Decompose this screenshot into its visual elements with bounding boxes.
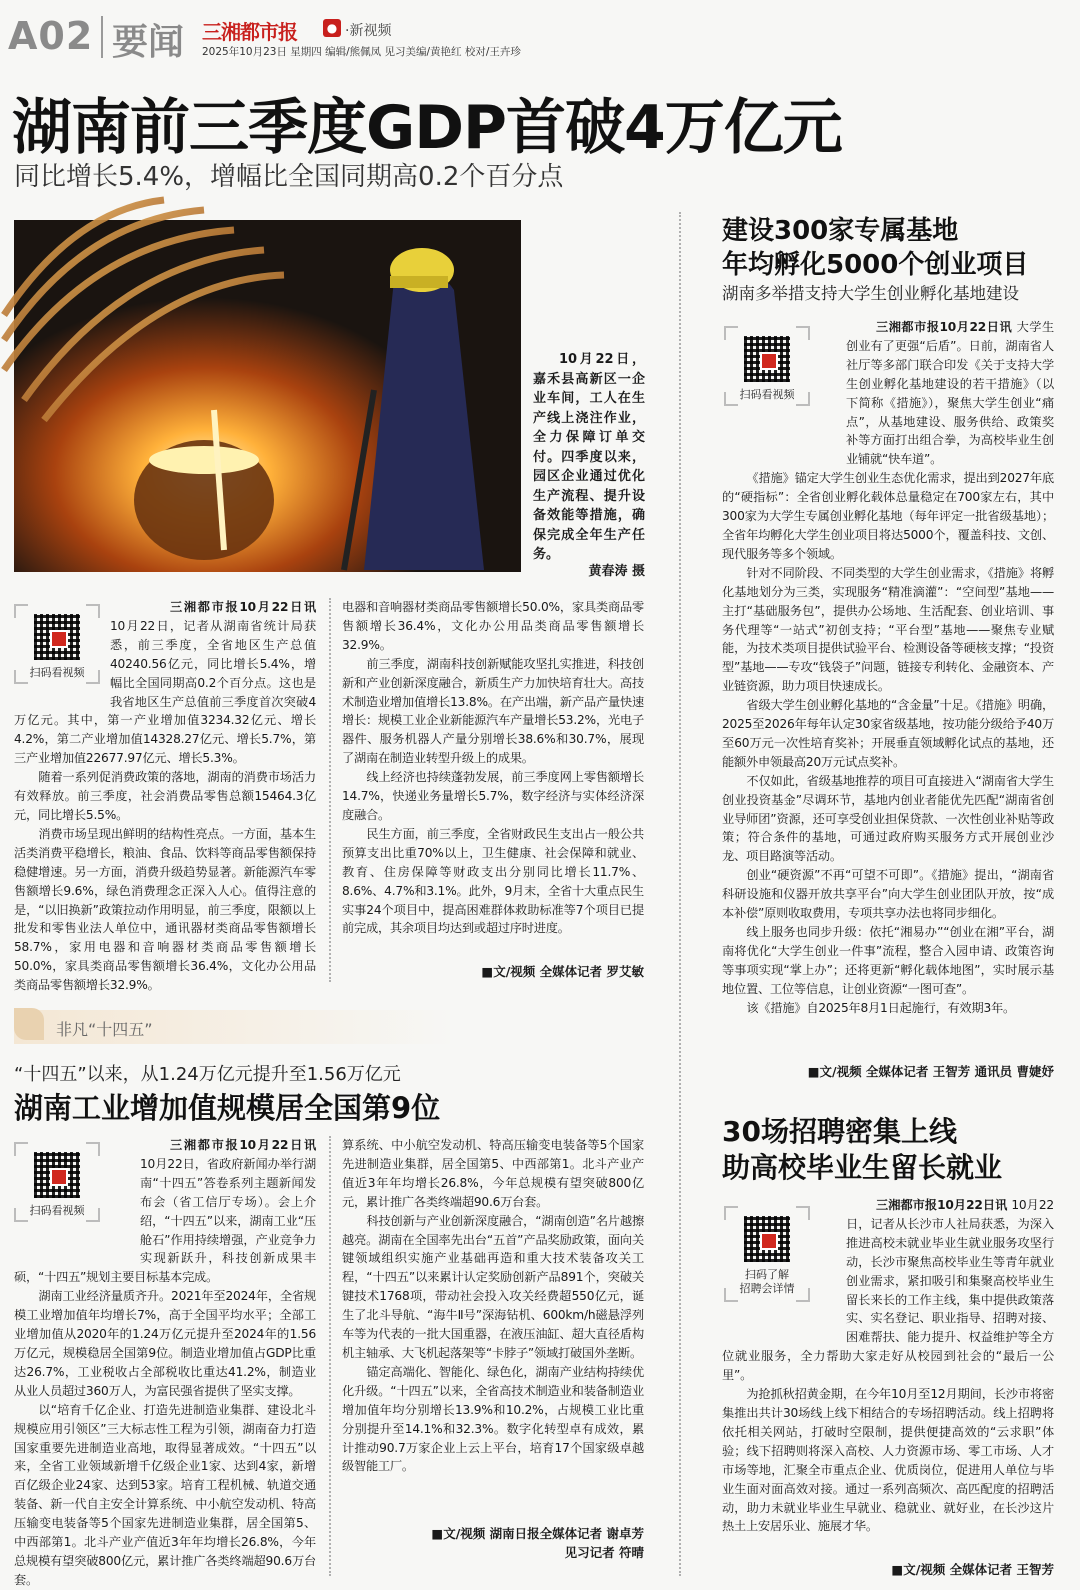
startup-subhead: 湖南多举措支持大学生创业孵化基地建设 (722, 284, 1019, 303)
paper-logo: 三湘都市报 (202, 20, 297, 44)
jobs-headline-2: 助高校毕业生留长就业 (722, 1151, 1003, 1184)
industry-paragraph-3: 以“培育千亿企业、打造先进制造业集群、建设北斗规模应用引领区”三大标志性工程为引领，湖南奋力打造国家重要先进制造业高地，取得显著成效。“十四五”以来，全省工业领域新增千亿级企业1家、达到4家，新增百亿级企业24家、达到53家。培育工程机械、轨道交通装备、新一代自主安全计算系统、中小航空发动机、特高压输变电装备等5个国家先进制造业集群，居全国第5、中西部第1。北斗产业产值近3年年均增长26.8%，今年总规模有望突破800亿元，累计推广各类终端超90.6万台套。 (14, 1402, 316, 1587)
lead-subhead: 同比增长5.4%，增幅比全国同期高0.2个百分点 (14, 162, 564, 192)
startup-paragraph-5: 不仅如此，省级基地推荐的项目可直接进入“湖南省大学生创业投资基金”尽调环节，基地内创业者能优先匹配“湖南省创业导师团”资源，还可享受创业担保贷款、一次性创业补贴等政策；符合条件的基地，可通过政府购买服务方式开展创业沙龙、项目路演等活动。 (722, 773, 1054, 864)
channel-name: ·新视频 (345, 23, 392, 39)
masthead-divider (101, 16, 103, 58)
lead-paragraph-3: 消费市场呈现出鲜明的结构性亮点。一方面，基本生活类消费平稳增长，粮油、食品、饮料等商品零售额保持稳健增速。另一方面，消费升级趋势显著。新能源汽车零售额增长9.6%，绿色消费理念正深入人心。值得注意的是，“以旧换新”政策拉动作用明显，前三季度，限额以上批发和零售业法人单位中，通讯器材类商品零售额增长58.7%，家用电器和音响器材类商品零售额增长50.0%，家具类商品零售额增长36.4%，文化办公用品类商品零售额增长32.9%。 (14, 826, 316, 993)
startup-body (722, 318, 1054, 1060)
startup-paragraph-3: 针对不同阶段、不同类型的大学生创业需求，《措施》将孵化基地划分为三类，实现服务“精准滴灌”：“空间型”基地——主打“基础服务包”，提供办公场地、生活配套、创业培训、事务代理等“一站式”初创支持；“平台型”基地——聚焦专业赋能，为技术类项目提供试验平台、检测设备等硬核支撑；“投资型”基地——专攻“钱袋子”问题，链接专利转化、金融资本、产业链资源，助力项目快速成长。 (722, 565, 1054, 694)
lead-photo-credit: 黄春涛 摄 (588, 564, 645, 579)
jobs-headline-1: 30场招聘密集上线 (722, 1115, 957, 1148)
lead-paragraph-4: 前三季度，湖南科技创新赋能攻坚扎实推进，科技创新和产业创新深度融合，新质生产力加快培育壮大。高技术制造业增加值增长13.8%。在产出端，新产品产量快速增长：规模工业企业新能源汽车产量增长53.2%，光电子器件、服务机器人产量分别增长38.6%和30.7%，展现了湖南在制造业转型升级上的成果。 (342, 656, 644, 766)
lead-paragraph-2: 随着一系列促消费政策的落地，湖南的消费市场活力有效释放。前三季度，社会消费品零售总额15464.3亿元，同比增长5.5%。 (14, 770, 316, 822)
jobs-byline: ■文/视频 全媒体记者 王智芳 (891, 1562, 1054, 1577)
industry-paragraph-5: 锚定高端化、智能化、绿色化，湖南产业结构持续优化升级。“十四五”以来，全省高技术制造业和装备制造业增加值年均分别增长13.9%和10.2%，占规模工业比重分别提升至14.1%和32.3%。数字化转型卓有成效，累计推动90.7万家企业上云上平台，培育17个国家级卓越级智能工厂。 (342, 1364, 644, 1474)
date-line: 2025年10月23日 星期四 编辑/熊佩凤 见习美编/黄艳红 校对/王卉珍 (202, 46, 521, 58)
industry-headline: 湖南工业增加值规模居全国第9位 (14, 1091, 441, 1125)
lead-photo (14, 220, 521, 572)
industry-paragraph-3-cont: 算系统、中小航空发动机、特高压输变电装备等5个国家先进制造业集群，居全国第5、中西部第1。北斗产业产值近3年年均增长26.8%，今年总规模有望突破800亿元，累计推广各类终端超90.6万台套。 (342, 1138, 644, 1209)
startup-paragraph-8: 该《措施》自2025年8月1日起施行，有效期3年。 (746, 1000, 1016, 1015)
page-number: A02 (8, 14, 94, 58)
kicker-label: 非凡“十四五” (56, 1020, 153, 1039)
lead-column-1 (14, 598, 316, 993)
industry-paragraph-2: 湖南工业经济量质齐升。2021年至2024年，全省规模工业增加值年均增长7%，高于全国平均水平；全部工业增加值从2020年的1.24万亿元提升至2024年的1.56万亿元，规模稳居全国第9位。制造业增加值占GDP比重达26.7%，工业税收占全部税收比重达41.2%，制造业从业人员超过360万人，为富民强省提供了坚实支撑。 (14, 1289, 316, 1398)
startup-headline-2: 年均孵化5000个创业项目 (722, 250, 1029, 280)
lead-byline: ■文/视频 全媒体记者 罗艾敏 (481, 964, 644, 979)
qr-caption: 扫码看视频 (29, 1204, 85, 1217)
startup-paragraph-1: 三湘都市报10月22日讯 大学生创业有了更强“后盾”。日前，湖南省人社厅等多部门联合印发《关于支持大学生创业孵化基地建设的若干措施》（以下简称《措施》），聚焦大学生创业“痛点”，从基地建设、服务供给、政策奖补等方面打出组合拳，为高校毕业生创业铺就“快车道”。 (846, 320, 1054, 467)
lead-photo-caption: 10月22日，嘉禾县高新区一企业车间，工人在生产线上浇注作业，全力保障订单交付。四季度以来，园区企业通过优化生产流程、提升设备效能等措施，确保完成全年生产任务。 (533, 352, 645, 562)
startup-paragraph-2: 《措施》锚定大学生创业生态优化需求，提出到2027年底的“硬指标”：全省创业孵化载体总量稳定在700家左右，其中300家为大学生专属创业孵化基地（每年评定一批省级基地）；全省年均孵化大学生创业项目将达5000个，覆盖科技、文创、现代服务等多个领域。 (722, 471, 1054, 561)
industry-paragraph-1: 三湘都市报10月22日讯 10月22日，省政府新闻办举行湖南“十四五”答卷系列主题新闻发布会（省工信厅专场）。会上介绍，“十四五”以来，湖南工业“压舱石”作用持续增强，产业竞争力实现新跃升，科技创新成果丰硕，“十四五”规划主要目标基本完成。 (14, 1138, 316, 1285)
lead-paragraph-3-cont: 电器和音响器材类商品零售额增长50.0%，家具类商品零售额增长36.4%，文化办公用品类商品零售额增长32.9%。 (342, 600, 644, 652)
startup-paragraph-4: 省级大学生创业孵化基地的“含金量”十足。《措施》明确，2025至2026年每年认定30家省级基地，按功能分级给予40万至60万元一次性培育奖补；开展垂直领域孵化试点的基地，还能额外申领最高20万元试点奖补。 (722, 698, 1054, 769)
industry-column-2 (342, 1136, 644, 1520)
qr-caption: 扫码看视频 (739, 388, 795, 401)
startup-byline: ■文/视频 全媒体记者 王智芳 通讯员 曹婕妤 (807, 1064, 1054, 1079)
industry-byline-2: 见习记者 符晴 (564, 1545, 644, 1560)
lead-paragraph-1: 三湘都市报10月22日讯 10月22日，记者从湖南省统计局获悉，前三季度，全省地区生产总值40240.56亿元，同比增长5.4%，增幅比全国同期高0.2个百分点。这也是我省地区生产总值前三季度首次突破4万亿元。其中，第一产业增加值3234.32亿元、增长4.2%，第二产业增加值14328.27亿元、增长5.7%，第三产业增加值22677.97亿元、增长5.3%。 (14, 600, 316, 766)
startup-paragraph-7: 线上服务也同步升级：依托“湘易办”“创业在湘”平台，湖南将优化“大学生创业一件事”流程，整合入园申请、政策咨询等事项实现“掌上办”；还将更新“孵化载体地图”，实时展示基地位置、工位等信息，让创业资源“一图可查”。 (722, 925, 1054, 996)
startup-headline-1: 建设300家专属基地 (722, 216, 959, 246)
channel-logo-icon: ● (323, 19, 341, 37)
column-divider (329, 1136, 331, 1576)
qr-caption: 扫码看视频 (29, 666, 85, 679)
startup-paragraph-6: 创业“硬资源”不再“可望不可即”。《措施》提出，“湖南省科研设施和仪器开放共享平台”向大学生创业团队开放，按“成本补偿”原则收取费用，专项共享办法也将同步细化。 (722, 868, 1054, 921)
lead-paragraph-5: 线上经济也持续蓬勃发展，前三季度网上零售额增长14.7%，快递业务量增长5.7%，数字经济与实体经济深度融合。 (342, 770, 644, 822)
lead-paragraph-6: 民生方面，前三季度，全省财政民生支出占一般公共预算支出比重70%以上，卫生健康、社会保障和就业、教育、住房保障等财政支出分别同比增长11.7%、8.6%、4.7%和3.1%。此外，9月末，全省十大重点民生实事24个项目中，提高困难群体救助标准等7个项目已提前完成，其余项目均达到或超过序时进度。 (342, 826, 644, 936)
industry-paragraph-4: 科技创新与产业创新深度融合，“湖南创造”名片越擦越亮。湖南在全国率先出台“五首”产品奖励政策，面向关键领域组织实施产业基础再造和重大技术装备攻关工程，“十四五”以来累计认定奖励创新产品891个，突破关键技术1768项，带动社会投入攻关经费超550亿元，诞生了北斗导航、“海牛Ⅱ号”深海钻机、600km/h磁悬浮列车等为代表的一批大国重器，在液压油缸、超大直径盾构机主轴承、大飞机起落架等“卡脖子”领域打破国外垄断。 (342, 1213, 644, 1360)
jobs-body (722, 1196, 1054, 1556)
foundry-worker-image (14, 220, 521, 572)
industry-overline: “十四五”以来，从1.24万亿元提升至1.56万亿元 (14, 1064, 401, 1085)
column-divider (329, 598, 331, 982)
lead-headline: 湖南前三季度GDP首破4万亿元 (12, 93, 842, 163)
qr-caption-line-1: 扫码了解 (745, 1268, 789, 1281)
industry-column-1 (14, 1136, 316, 1587)
kicker-icon (14, 1008, 44, 1040)
section-name: 要闻 (112, 22, 185, 63)
qr-caption-line-2: 招聘会详情 (739, 1282, 795, 1295)
industry-byline-1: ■文/视频 湖南日报全媒体记者 谢卓芳 (431, 1526, 644, 1541)
lead-column-2 (342, 598, 644, 982)
page-divider (679, 212, 681, 1576)
jobs-paragraph-1: 三湘都市报10月22日讯 10月22日，记者从长沙市人社局获悉，为深入推进高校未就业毕业生就业服务攻坚行动，长沙市聚焦高校毕业生等青年就业创业需求，紧扣吸引和集聚高校毕业生留长来长的工作主线，集中提供政策落实、实名登记、职业指导、招聘对接、困难帮扶、能力提升、权益维护等全方位就业服务，全力帮助大家走好从校园到社会的“最后一公里”。 (722, 1198, 1054, 1383)
jobs-paragraph-2: 为抢抓秋招黄金期，在今年10月至12月期间，长沙市将密集推出共计30场线上线下相结合的专场招聘活动。线上招聘将依托相关网站，打破时空限制，提供便捷高效的“云求职”体验；线下招聘则将深入高校、人力资源市场、零工市场、人才市场等地，汇聚全市重点企业、优质岗位，促进用人单位与毕业生面对面高效对接。通过一系列高频次、高匹配度的招聘活动，助力未就业毕业生早就业、稳就业、就好业，在长沙这片热土上安居乐业、施展才华。 (722, 1387, 1054, 1534)
